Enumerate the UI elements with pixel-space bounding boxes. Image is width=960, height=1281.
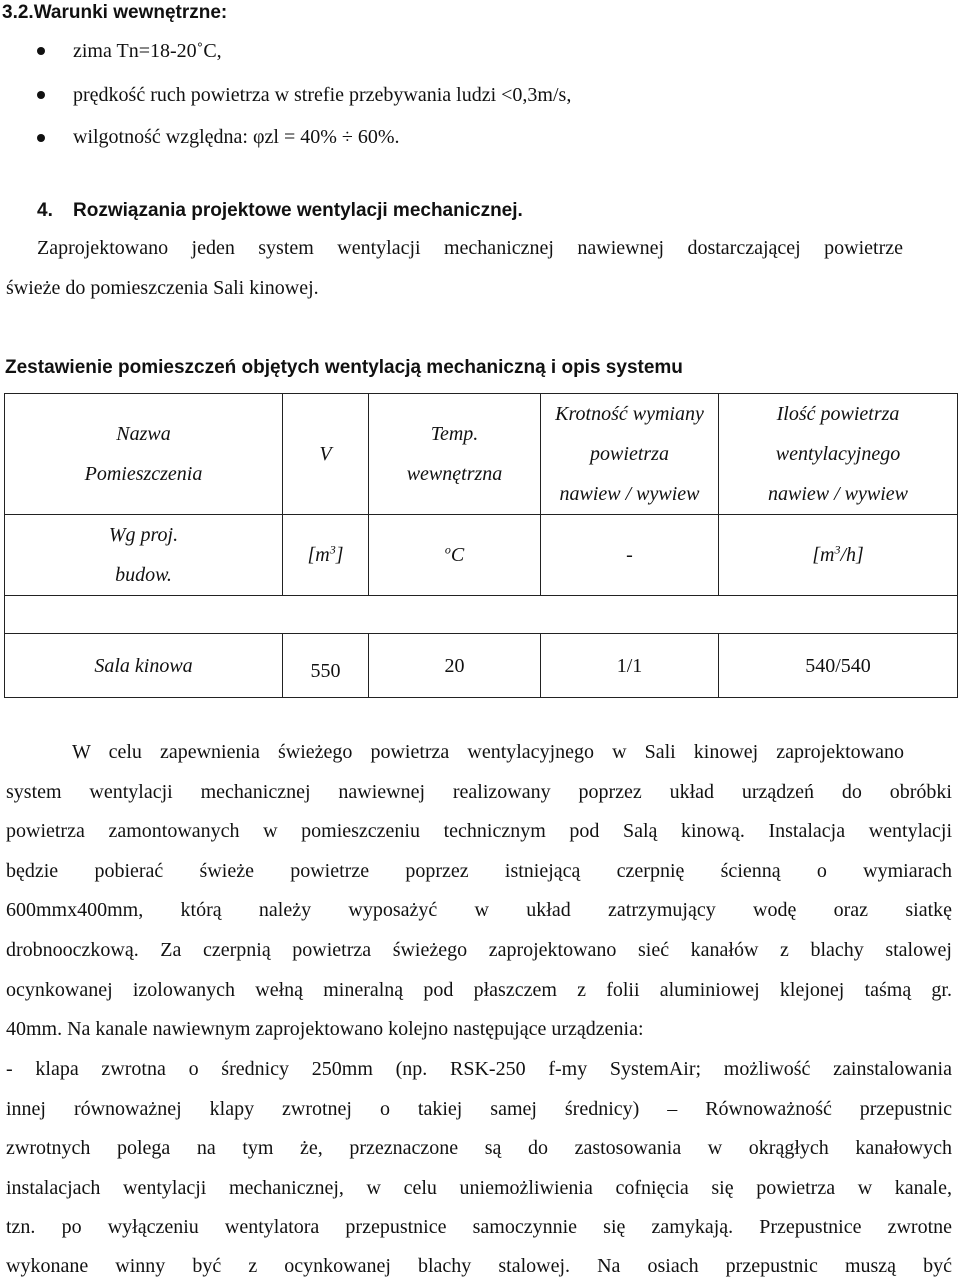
bullet-icon <box>37 47 45 55</box>
units-name: Wg proj. budow. <box>5 515 283 596</box>
header-name: Nazwa Pomieszczenia <box>5 394 283 515</box>
section4-title: Rozwiązania projektowe wentylacji mechanicznej. <box>73 200 523 221</box>
cell-airflow: 540/540 <box>719 634 958 698</box>
units-exchange: - <box>541 515 719 596</box>
ventilation-table <box>4 393 958 698</box>
body-line: instalacjach wentylacji mechanicznej, w celu uniemożliwienia cofnięcia się powietrza w kanale, <box>6 1177 952 1199</box>
condition-item: prędkość ruch powietrza w strefie przebywania ludzi <0,3m/s, <box>73 84 572 106</box>
bullet-icon <box>37 91 45 99</box>
section4-number: 4. <box>37 200 53 221</box>
units-airflow: $[m^3/h]$ <box>719 515 958 596</box>
bullet-icon <box>37 134 45 142</box>
body-line: ocynkowanej izolowanych wełną mineralną pod płaszczem z folii aluminiowej klejonej taśmą gr. <box>6 979 952 1001</box>
units-volume: $[m^3]$ <box>283 515 369 596</box>
body-line: 40mm. Na kanale nawiewnym zaprojektowano kolejno następujące urządzenia: <box>6 1018 644 1040</box>
table-spacer-row <box>5 596 958 634</box>
body-line: zwrotnych polega na tym że, przeznaczone są do zastosowania w okrągłych kanałowych <box>6 1137 952 1159</box>
header-airflow: Ilość powietrza wentylacyjnego nawiew / wywiew <box>719 394 958 515</box>
body-line: 600mmx400mm, którą należy wyposażyć w układ zatrzymujący wodę oraz siatkę <box>6 899 952 921</box>
body-line: powietrza zamontowanych w pomieszczeniu technicznym pod Salą kinową. Instalacja wentylacji <box>6 820 952 842</box>
table-units-row <box>5 515 958 596</box>
body-line: będzie pobierać świeże powietrze poprzez istniejącą czerpnię ścienną o wymiarach <box>6 860 952 882</box>
table-row <box>5 634 958 698</box>
body-line: W celu zapewnienia świeżego powietrza wentylacyjnego w Sali kinowej zaprojektowano <box>72 741 904 763</box>
cell-exchange: 1/1 <box>541 634 719 698</box>
table-title: Zestawienie pomieszczeń objętych wentylacją mechaniczną i opis systemu <box>5 357 683 378</box>
intro-paragraph-line: Zaprojektowano jeden system wentylacji mechanicznej nawiewnej dostarczającej powietrze <box>37 237 903 259</box>
body-line: system wentylacji mechanicznej nawiewnej realizowany poprzez układ urządzeń do obróbki <box>6 781 952 803</box>
body-line: drobnooczkową. Za czerpnią powietrza świeżego zaprojektowano sieć kanałów z blachy stalowej <box>6 939 952 961</box>
table-header-row <box>5 394 958 515</box>
spacer-cell <box>5 596 958 634</box>
units-temp: $^o$C <box>369 515 541 596</box>
condition-item: wilgotność względna: φzl = 40% ÷ 60%. <box>73 126 400 148</box>
body-line: innej równoważnej klapy zwrotnej o takiej samej średnicy) – Równoważność przepustnic <box>6 1098 952 1120</box>
body-line: - klapa zwrotna o średnicy 250mm (np. RSK-250 f-my SystemAir; możliwość zainstalowania <box>6 1058 952 1080</box>
intro-paragraph-line: świeże do pomieszczenia Sali kinowej. <box>6 277 319 299</box>
cell-volume-value: 550 <box>310 659 341 682</box>
header-exchange: Krotność wymiany powietrza nawiew / wywiew <box>541 394 719 515</box>
condition-item: zima Tn=18-20˚C, <box>73 40 222 62</box>
body-line: tzn. po wyłączeniu wentylatora przepustnice samoczynnie się zamykają. Przepustnice zwrotne <box>6 1216 952 1238</box>
cell-temp: 20 <box>369 634 541 698</box>
body-line: wykonane winny być z ocynkowanej blachy stalowej. Na osiach przepustnic muszą być <box>6 1255 952 1277</box>
cell-name: Sala kinowa <box>5 634 283 698</box>
cell-volume <box>283 634 369 698</box>
header-temp: Temp. wewnętrzna <box>369 394 541 515</box>
section-heading: 3.2.Warunki wewnętrzne: <box>2 2 228 23</box>
header-volume: V <box>283 394 369 515</box>
